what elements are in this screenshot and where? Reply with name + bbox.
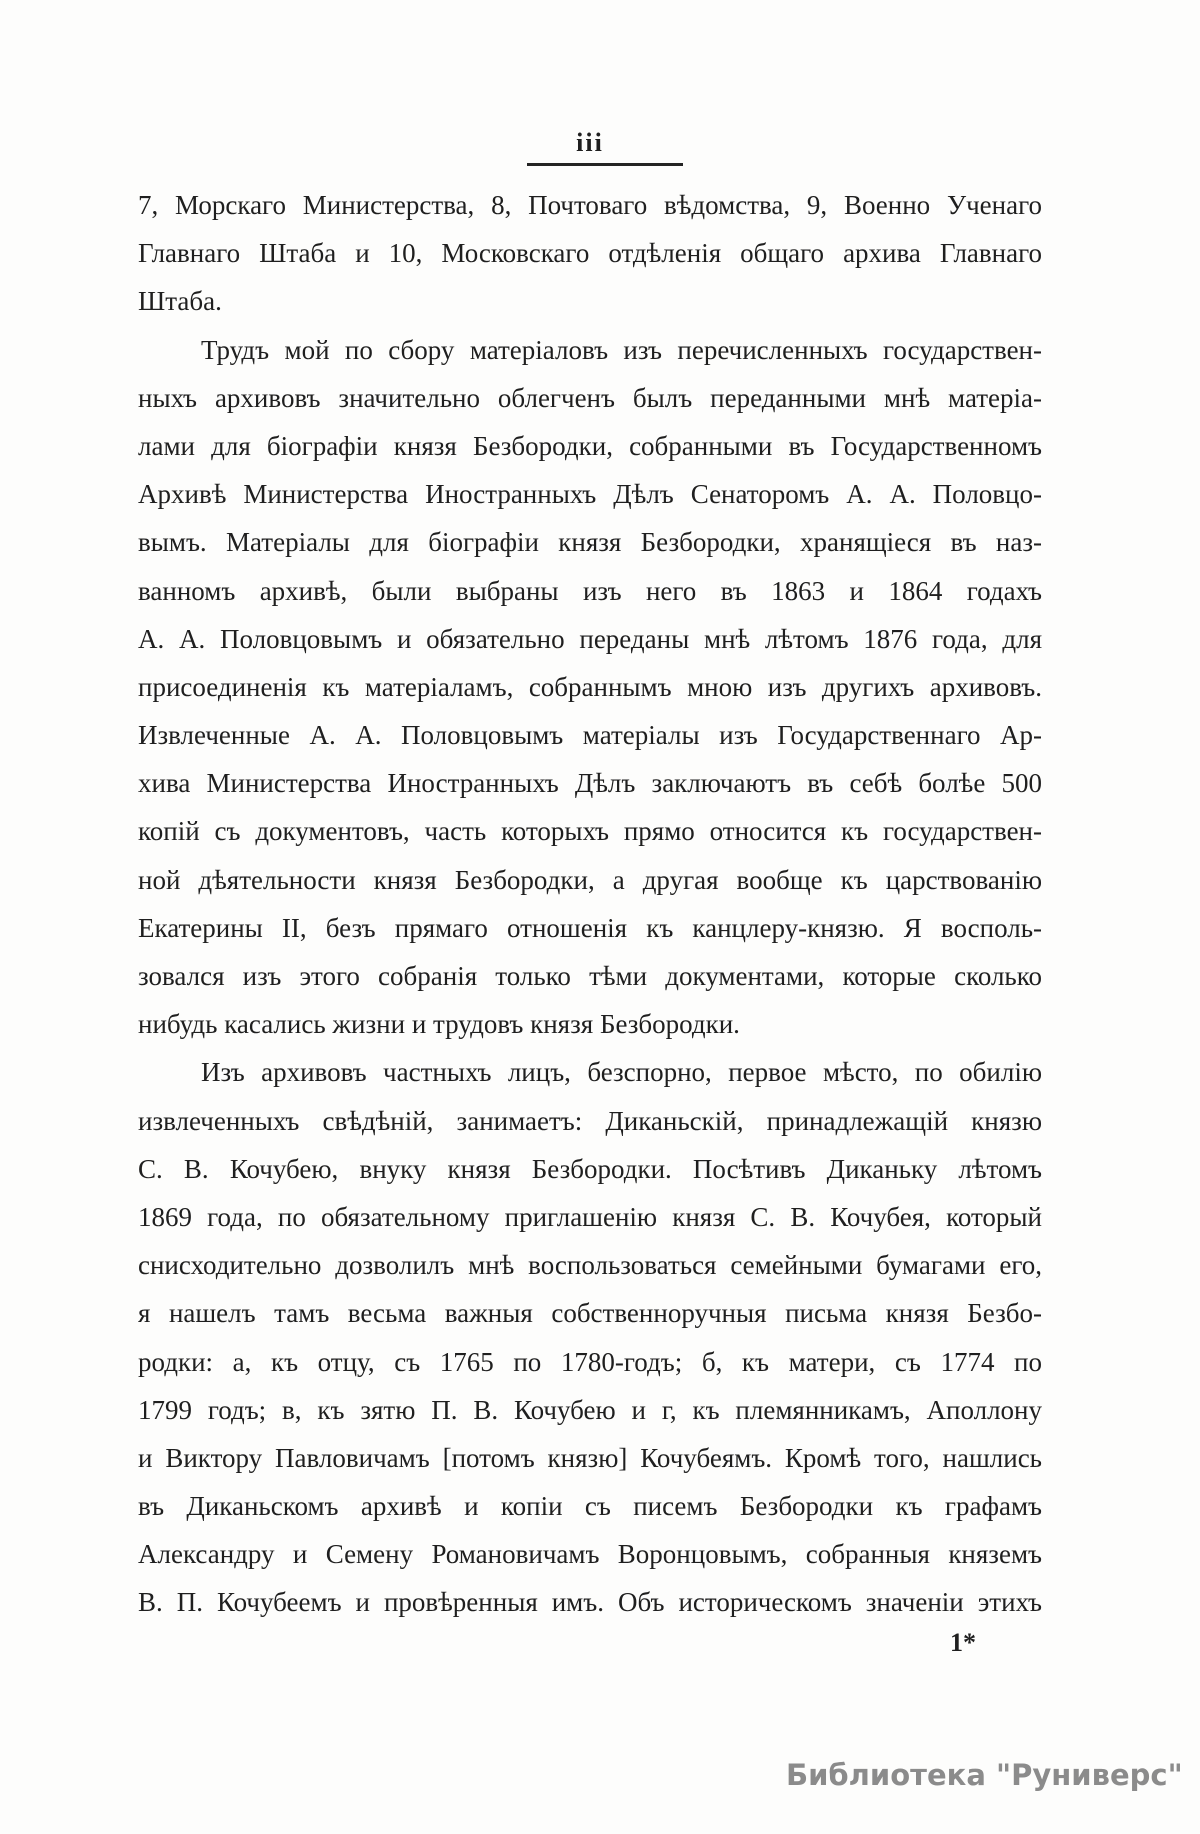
text-line: я нашелъ тамъ весьма важныя собственноручныя письма князя Безбо-: [138, 1298, 1042, 1329]
library-watermark: Библиотека "Руниверс": [786, 1758, 1183, 1792]
text-line: и Виктору Павловичамъ [потомъ князю] Кочубеямъ. Кромѣ того, нашлись: [138, 1442, 1042, 1473]
header-rule: [527, 163, 683, 166]
text-line: ныхъ архивовъ значительно облегченъ былъ переданными мнѣ матеріа-: [138, 382, 1042, 413]
text-line: Изъ архивовъ частныхъ лицъ, безспорно, первое мѣсто, по обилію: [201, 1057, 1042, 1088]
text-line: 1799 годъ; в, къ зятю П. В. Кочубею и г, къ племянникамъ, Аполлону: [138, 1394, 1042, 1425]
text-line: зовался изъ этого собранія только тѣми документами, которые сколько: [138, 961, 1042, 991]
page-header: [138, 130, 1042, 166]
text-line: Штаба.: [138, 286, 222, 317]
text-line: ной дѣятельности князя Безбородки, а другая вообще къ царствованію: [138, 864, 1042, 895]
text-line: извлеченныхъ свѣдѣній, занимаетъ: Диканьскій, принадлежащій князю: [138, 1105, 1042, 1136]
text-line: вымъ. Матеріалы для біографіи князя Безбородки, хранящіеся въ наз-: [138, 527, 1042, 558]
text-line: 1869 года, по обязательному приглашенію князя С. В. Кочубея, который: [138, 1201, 1042, 1232]
text-line: Извлеченные А. А. Половцовымъ матеріалы изъ Государственнаго Ар-: [138, 720, 1042, 751]
text-line: снисходительно дозволилъ мнѣ воспользоваться семейными бумагами его,: [138, 1250, 1042, 1281]
text-line: Александру и Семену Романовичамъ Воронцовымъ, собранныя княземъ: [138, 1539, 1042, 1570]
text-line: 7, Морскаго Министерства, 8, Почтоваго вѣдомства, 9, Военно Ученаго: [138, 190, 1042, 220]
text-line: С. В. Кочубею, внуку князя Безбородки. Посѣтивъ Диканьку лѣтомъ: [138, 1153, 1042, 1184]
text-line: лами для біографіи князя Безбородки, собранными въ Государственномъ: [138, 430, 1042, 461]
text-line: ванномъ архивѣ, были выбраны изъ него въ 1863 и 1864 годахъ: [138, 575, 1042, 606]
text-line: Екатерины II, безъ прямаго отношенія къ канцлеру-князю. Я восполь-: [138, 912, 1042, 943]
text-line: нибудь касались жизни и трудовъ князя Безбородки.: [138, 1009, 740, 1040]
text-line: копій съ документовъ, часть которыхъ прямо относится къ государствен-: [138, 816, 1042, 847]
page-number: iii: [576, 128, 604, 157]
text-block: [138, 181, 1042, 1627]
text-line: присоединенія къ матеріаламъ, собраннымъ мною изъ другихъ архивовъ.: [138, 671, 1042, 702]
text-line: хива Министерства Иностранныхъ Дѣлъ заключаютъ въ себѣ болѣе 500: [138, 768, 1042, 799]
text-line: Трудъ мой по сбору матеріаловъ изъ перечисленныхъ государствен-: [201, 334, 1042, 365]
text-line: В. П. Кочубеемъ и провѣренныя имъ. Объ историческомъ значеніи этихъ: [138, 1587, 1042, 1618]
text-line: въ Диканьскомъ архивѣ и копіи съ писемъ Безбородки къ графамъ: [138, 1491, 1042, 1522]
signature-mark: 1*: [950, 1628, 976, 1657]
text-line: родки: а, къ отцу, съ 1765 по 1780-годъ; б, къ матери, съ 1774 по: [138, 1346, 1042, 1377]
text-line: Архивѣ Министерства Иностранныхъ Дѣлъ Сенаторомъ А. А. Половцо-: [138, 479, 1042, 510]
text-line: Главнаго Штаба и 10, Московскаго отдѣленія общаго архива Главнаго: [138, 238, 1042, 269]
text-line: А. А. Половцовымъ и обязательно переданы мнѣ лѣтомъ 1876 года, для: [138, 623, 1042, 654]
